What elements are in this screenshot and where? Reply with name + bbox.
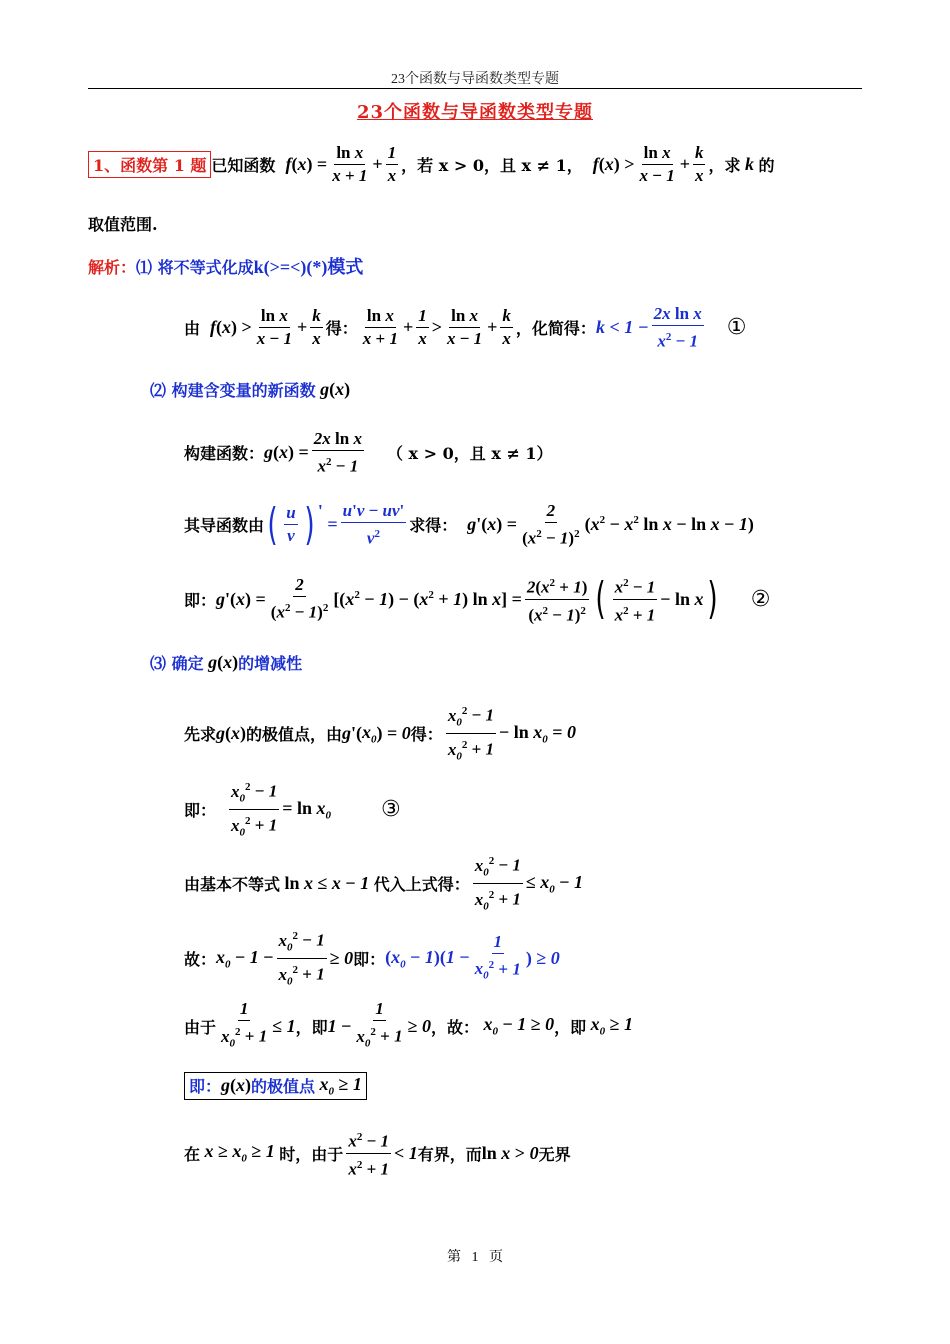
line9-c: ，故： (430, 1017, 479, 1037)
step1-heading (88, 253, 363, 279)
boxed-tail: 的极值点 (251, 1077, 316, 1097)
page-footer (0, 1246, 950, 1266)
step2-line-2: 其导函数由 ( $\frac{u}{v}$ ) ' = $\frac{u'v - uv'}{v^2}$ 求得： g '( x ) = $\frac{2}{(x^2 - 1)^2}$ ($x^2 - x^2$ ln x − ln x − 1) (184, 498, 754, 550)
problem-label: 1、函数第 1 题 (88, 151, 211, 178)
step3-tail: 的增减性 (238, 654, 303, 673)
page-number: 1 (471, 1250, 479, 1265)
problem-line-2 (88, 212, 158, 235)
step2-line-1: 构建函数： g ( x ) = $\frac{\text{2x ln x}}{x^2 - 1}$ （ x > 0，且 x ≠ 1） (184, 429, 553, 476)
line1-b: 得： (325, 319, 358, 339)
mark-3: ③ (380, 797, 401, 823)
line7-b: 代入上式得： (373, 875, 470, 895)
step1-tail: k(>=<)(*)模式 (253, 257, 364, 277)
step3-line-4: 故： $x_0 - 1$ − $\frac{x_0^2 - 1}{x_0^2 + 1}$ ≥ 0 即： $(x_0 - 1)(1$ − $\frac{1}{x_0^2 + 1}$ ) ≥ 0 (184, 925, 560, 992)
step3-line-1: 先求 g ( x ) 的极值点，由 g '( $x_0$ ) = 0 得： $\frac{x_0^2 - 1}{x_0^2 + 1}$ − $\ln x_0 = 0$ (184, 700, 576, 767)
line9-d: ，即 (554, 1017, 587, 1037)
line8-b: 即： (353, 950, 386, 970)
line10-d: 无界 (538, 1144, 571, 1164)
step3-line-2: 即： $\frac{x_0^2 - 1}{x_0^2 + 1}$ = $\ln x_0$ ③ (184, 776, 401, 843)
frac-lnx-x1: $\frac{\text{ln x}}{x + 1}$ (332, 143, 368, 185)
step3-line-5: 由于 $\frac{1}{x_0^2 + 1}$ ≤ 1 ，即 1 − $\frac{1}{x_0^2 + 1}$ ≥ 0 ，故： $x_0 - 1 \ge 0$ ，即 $x_0 \ge 1$ (184, 999, 634, 1050)
step1-title: ⑴ 将不等式化成 (136, 257, 254, 277)
running-header: 23个函数与导函数类型专题 (391, 72, 559, 87)
line10-c: 有界，而 (417, 1144, 482, 1164)
header-rule (88, 88, 862, 89)
mark-1: ① (726, 315, 747, 341)
line9-b: ，即 (295, 1017, 328, 1037)
step3-title: ⑶ 确定 (150, 654, 204, 673)
footer-suffix: 页 (489, 1250, 503, 1265)
line4-a: 即： (184, 590, 217, 610)
line6-a: 即： (184, 801, 217, 821)
problem-prompt-1: 已知函数 (211, 156, 276, 175)
mark-2: ② (750, 586, 771, 612)
fx-def: f (285, 154, 292, 174)
line7-a: 由基本不等式 (184, 875, 281, 895)
line10-a: 在 (184, 1144, 201, 1164)
line10-b: 时，由于 (279, 1144, 344, 1164)
line9-a: 由于 (184, 1017, 217, 1037)
boxed-conclusion: 即： g ( x ) 的极值点 $x_0 \ge 1$ (184, 1072, 367, 1100)
problem-cond: ，若 x > 0，且 x ≠ 1， (401, 156, 583, 175)
line1-c: ，化简得： (515, 319, 596, 339)
step2-line-3: 即： g '( x ) = $\frac{2}{(x^2 - 1)^2}$ [$(x^2 - 1) - (x^2 + 1)$ ln x] = $\frac{2(x^2 + 1)}{(x^2 - 1)^2}$ ( $\frac{x^2 - 1}{x^2 + 1}$ − ln x ) ② (184, 573, 771, 625)
problem-prompt-2: ，求 (708, 156, 741, 175)
step1-line: 由 f ( x ) > $\frac{\text{ln x}}{x - 1}$ + $\frac{k}{x}$ 得： $\frac{\text{ln x}}{x + 1}$ + $\frac{1}{x}$ > $\frac{\text{ln x}}{x - 1}$ + $\frac{k}{x}$ ，化简得： k < 1 − $\frac{\text{2x ln x}}{x^2 - 1}$ ① (184, 304, 747, 351)
step2-heading: ⑵ 构建含变量的新函数 g ( x ) (150, 379, 351, 400)
problem-prompt-4: 取值范围. (88, 215, 158, 234)
step3-line-3: 由基本不等式 ln x ≤ x − 1 代入上式得： $\frac{x_0^2 - 1}{x_0^2 + 1}$ ≤ $x_0 - 1$ (184, 850, 583, 917)
line1-a: 由 (184, 319, 201, 339)
step3-heading: ⑶ 确定 g ( x ) 的增减性 (150, 652, 303, 673)
problem-prompt-3: 的 (758, 156, 775, 175)
step2-title: ⑵ 构建含变量的新函数 (150, 381, 316, 400)
boxed-prefix: 即： (189, 1077, 222, 1097)
solution-label: 解析： (88, 257, 137, 277)
footer-prefix: 第 (447, 1250, 461, 1265)
line2-b: （ x > 0，且 x ≠ 1） (386, 444, 553, 464)
problem-line-1: 1、函数第 1 题 已知函数 f ( x ) = $\frac{\text{ln x}}{x + 1}$ + $\frac{1}{x}$ ，若 x > 0，且 x ≠ 1， f ( x ) > $\frac{\text{ln x}}{x - 1}$ + $\frac{k}{x}$ ，求 k 的 (88, 142, 775, 187)
line3-b: 求得： (409, 516, 458, 536)
line2-a: 构建函数： (184, 444, 265, 464)
line3-a: 其导函数由 (184, 516, 265, 536)
line5-b: 的极值点，由 (246, 725, 343, 745)
page-title: 23个函数与导函数类型专题 (356, 102, 594, 123)
line5-c: 得： (410, 725, 443, 745)
line5-a: 先求 (184, 725, 217, 745)
step3-line-6: 在 $x \ge x_0 \ge 1$ 时，由于 $\frac{x^2 - 1}{x^2 + 1}$ < 1 有界，而 ln x > 0 无界 (184, 1126, 571, 1180)
frac-1-x: $\frac{1}{x}$ (387, 143, 397, 185)
line8-a: 故： (184, 950, 217, 970)
